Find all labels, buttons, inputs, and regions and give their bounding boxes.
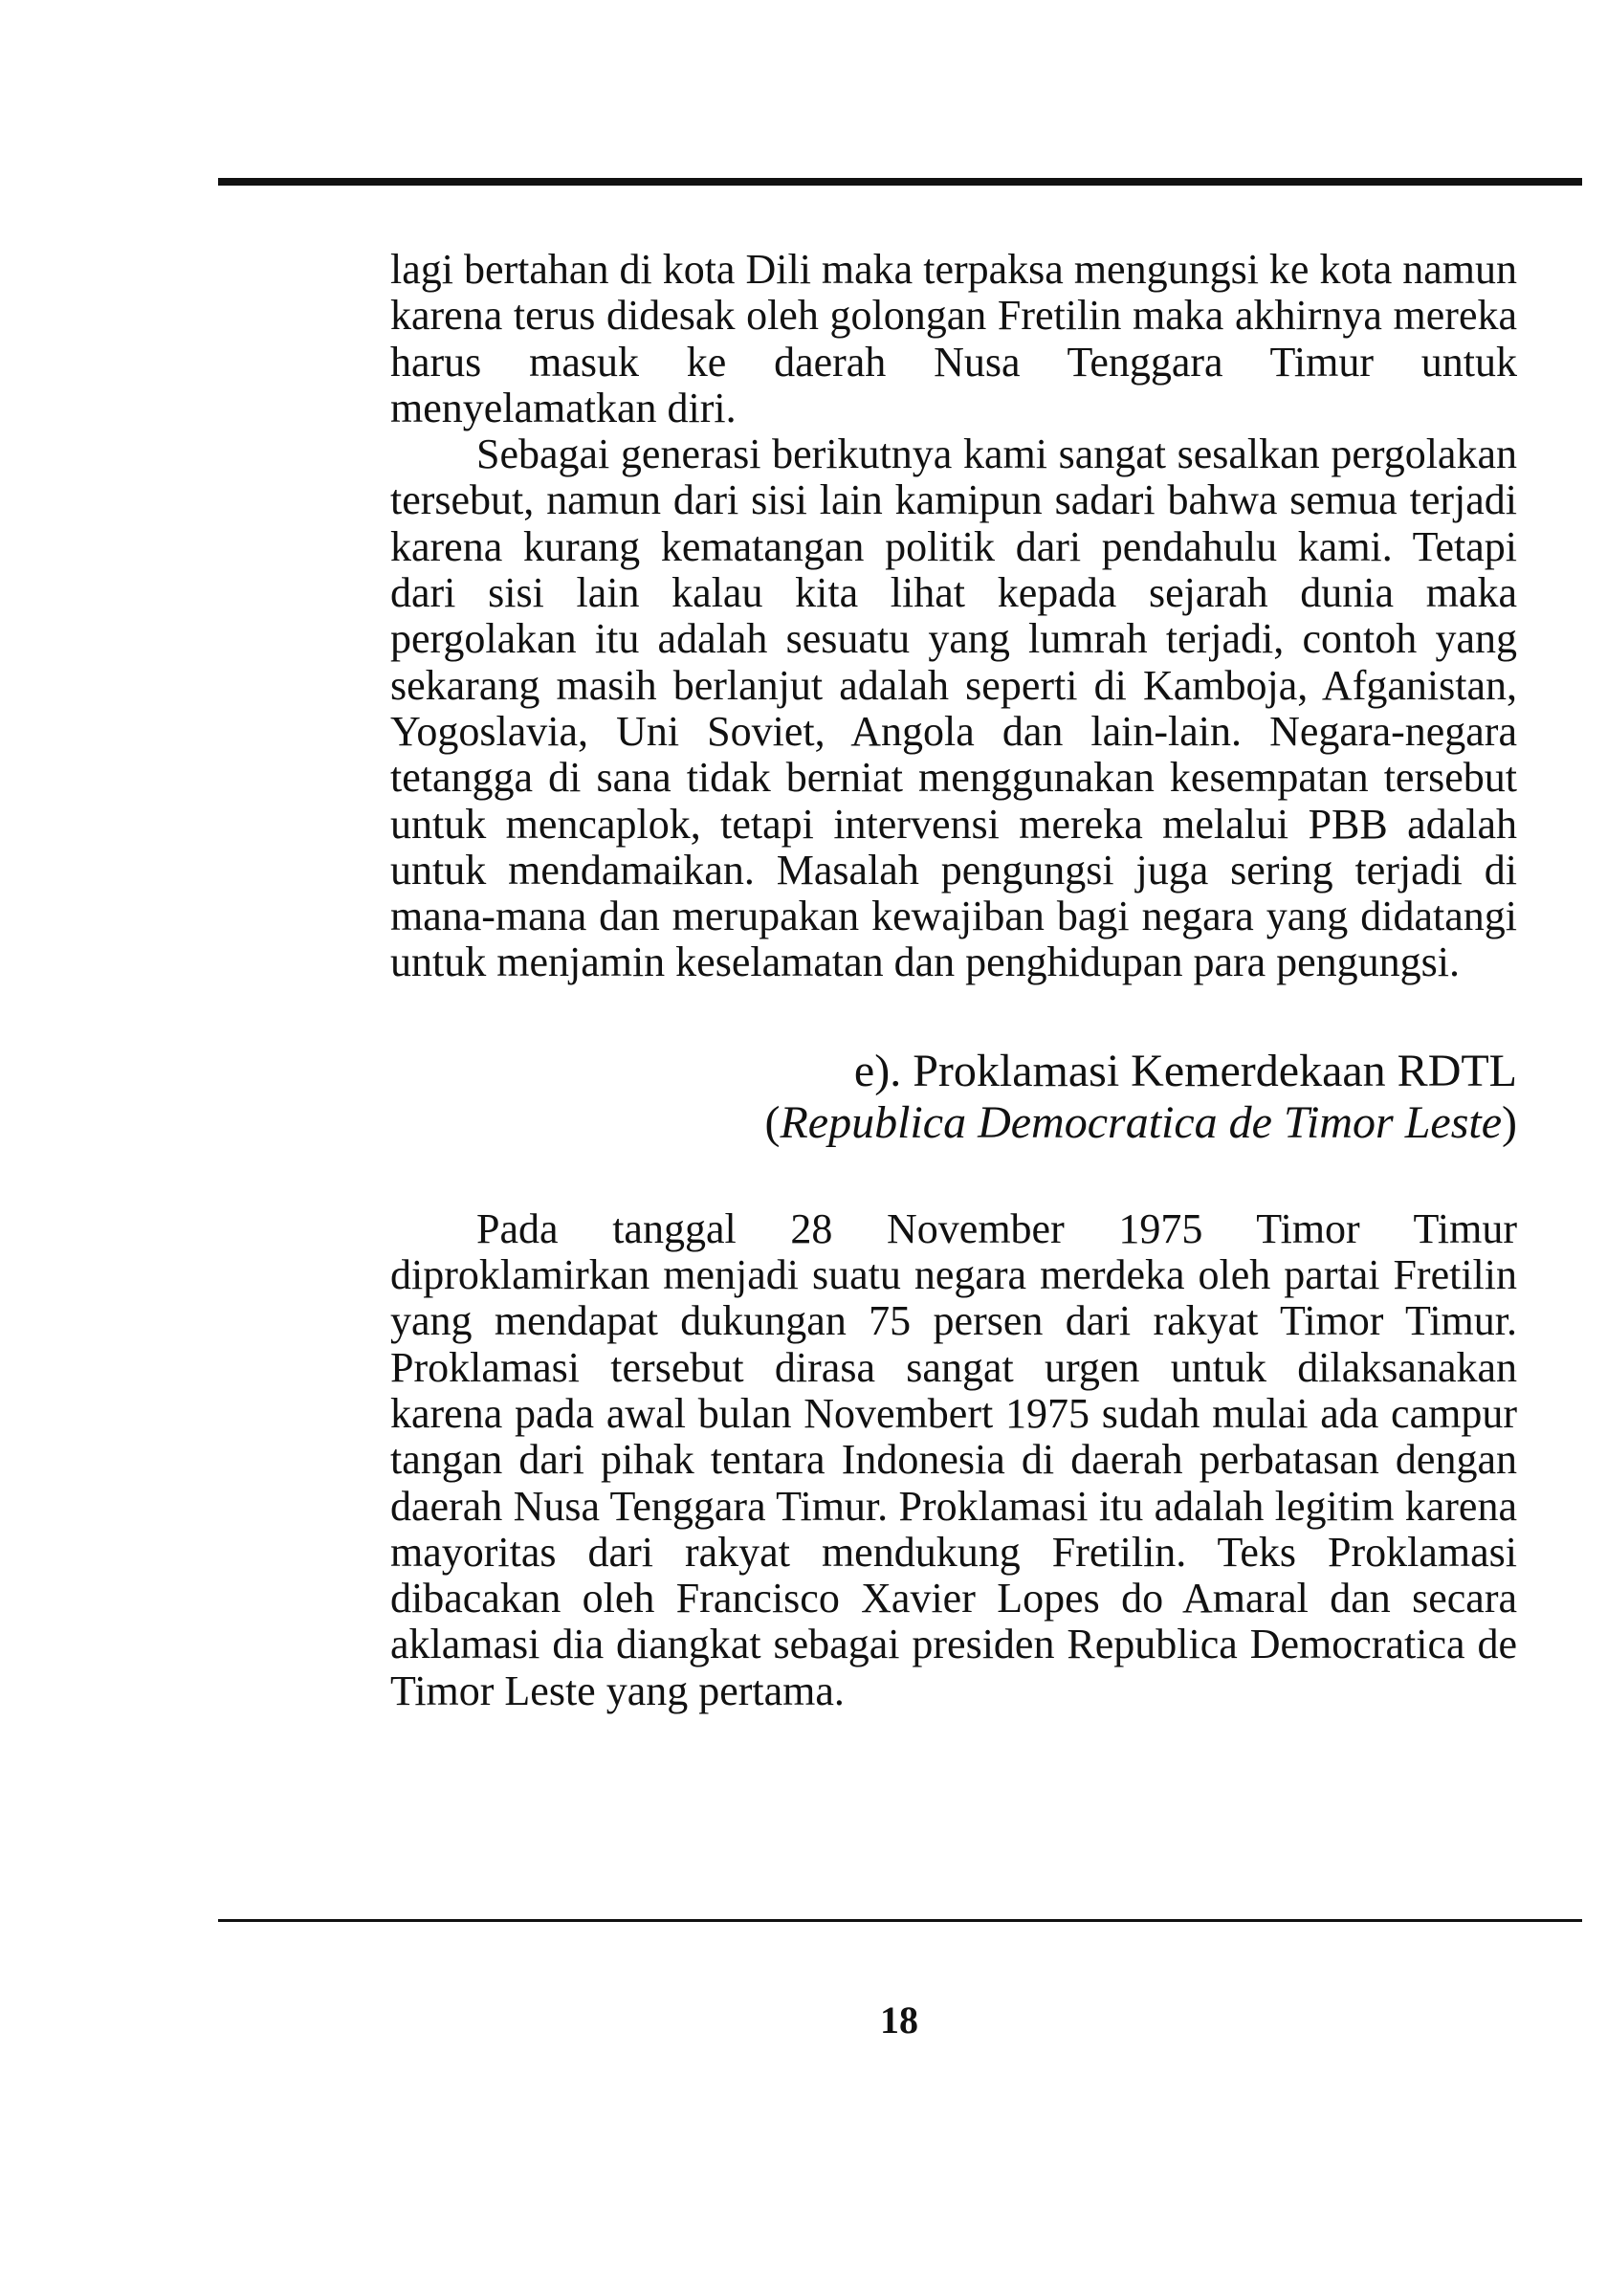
paragraph-proclamation: Pada tanggal 28 November 1975 Timor Timur diproklamirkan menjadi suatu negara merdeka oleh partai Fretilin yang mendapat dukungan 75 persen dari rakyat Timor Timur. Proklamasi tersebut dirasa sangat urgen untuk dilaksanakan karena pada awal bulan Novembert 1975 sudah mulai ada campur tangan dari pihak tentara Indonesia di daerah perbatasan dengan daerah Nusa Tenggara Timur. Proklamasi itu adalah legitim karena mayoritas dari rakyat mendukung Fretilin. Teks Proklamasi dibacakan oleh Francisco Xavier Lopes do Amaral dan secara aklamasi dia diangkat sebagai presiden Republica Democratica de Timor Leste yang pertama. bbox=[390, 1204, 1517, 1714]
section-subtitle bbox=[390, 1097, 1517, 1149]
paragraph-continued: lagi bertahan di kota Dili maka terpaksa mengungsi ke kota namun karena terus didesak oleh golongan Fretilin maka akhirnya mereka harus masuk ke daerah Nusa Tenggara Timur untuk menyelamatkan diri. bbox=[390, 246, 1517, 431]
page-body bbox=[390, 247, 1517, 1714]
subtitle-italic: Republica Democratica de Timor Leste bbox=[780, 1096, 1503, 1148]
section-title: e). Proklamasi Kemerdekaan RDTL bbox=[853, 1045, 1517, 1096]
subtitle-open-paren: ( bbox=[764, 1096, 781, 1148]
paragraph-generation: Sebagai generasi berikutnya kami sangat sesalkan pergolakan tersebut, namun dari sisi lain kamipun sadari bahwa semua terjadi karena kurang kematangan politik dari pendahulu kami. Tetapi dari sisi lain kalau kita lihat kepada sejarah dunia maka pergolakan itu adalah sesuatu yang lumrah terjadi, contoh yang sekarang masih berlanjut adalah seperti di Kamboja, Afganistan, Yogoslavia, Uni Soviet, Angola dan lain-lain. Negara-negara tetangga di sana tidak berniat menggunakan kesempatan tersebut untuk mencaplok, tetapi intervensi mereka melalui PBB adalah untuk mendamaikan. Masalah pengungsi juga sering terjadi di mana-mana dan merupakan kewajiban bagi negara yang didatangi untuk menjamin keselamatan dan penghidupan para pengungsi. bbox=[390, 430, 1517, 986]
top-rule bbox=[218, 178, 1582, 186]
section-heading bbox=[390, 1046, 1517, 1149]
subtitle-close-paren: ) bbox=[1502, 1096, 1517, 1148]
bottom-rule bbox=[218, 1919, 1582, 1922]
page-number: 18 bbox=[880, 1998, 918, 2042]
